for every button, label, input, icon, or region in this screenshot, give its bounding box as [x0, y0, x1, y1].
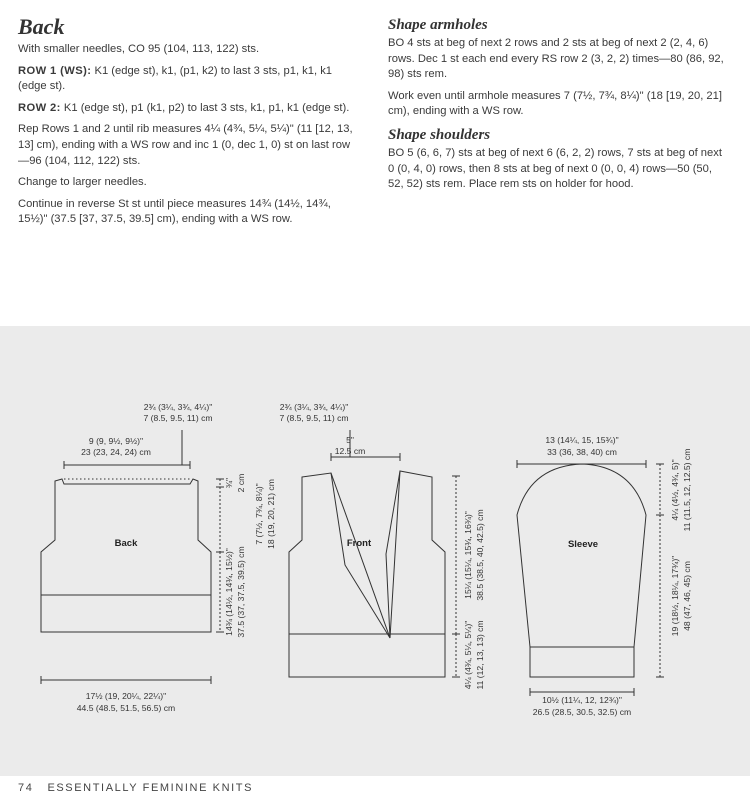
- sleeve-top-in: 13 (14¼, 15, 15¾)": [545, 435, 619, 445]
- shaping-instructions: [388, 14, 728, 199]
- back-width-in: 17½ (19, 20¼, 22¼)": [85, 691, 167, 701]
- shoulders-paragraph: BO 5 (6, 6, 7) sts at beg of next 6 (6, 2, 2) rows, 7 sts at beg of next 0 (0, 4, 0) rows, then 8 sts at beg of next 0 (0, 0, 4) rows—50 (50, 52, 52) sts rem. Place rem sts on holder for hood.: [388, 146, 722, 191]
- row1-label: ROW 1 (WS):: [18, 64, 92, 77]
- front-shoulder-in: 2¾ (3¼, 3¾, 4¼)": [279, 402, 349, 412]
- sleeve-outline: [517, 464, 646, 677]
- armholes-heading: Shape armholes: [388, 17, 488, 33]
- back-armhole-in: 7 (7½, 7¾, 8¼)": [254, 483, 264, 545]
- front-neck-in: 5": [346, 435, 354, 445]
- back-slope-in: ¾": [224, 477, 234, 489]
- continue-paragraph: Continue in reverse St st until piece measures 14¾ (14½, 14¾, 15½)" (37.5 [37, 37.5, 39.5] cm), ending with a WS row.: [18, 197, 331, 226]
- back-body-in: 14¾ (14½, 14¾, 15½)": [224, 548, 234, 636]
- back-body-cm: 37.5 (37, 37.5, 39.5) cm: [236, 546, 246, 638]
- sleeve-cuff-cm: 26.5 (28.5, 30.5, 32.5) cm: [532, 707, 632, 717]
- back-heading: Back: [18, 14, 65, 39]
- cast-on-paragraph: With smaller needles, CO 95 (104, 113, 122) sts.: [18, 43, 260, 55]
- front-upper-cm: 38.5 (38.5, 40, 42.5) cm: [475, 509, 485, 601]
- row1-text: K1 (edge st), k1, (p1, k2) to last 3 sts, p1, k1, k1 (edge st).: [18, 64, 333, 93]
- needles-paragraph: Change to larger needles.: [18, 176, 147, 189]
- front-upper-in: 15¼ (15¼, 15¾, 16¾)": [463, 511, 473, 599]
- front-outline: [289, 471, 445, 677]
- schematic-drawing: [0, 326, 750, 776]
- front-rib-cm: 11 (12, 13, 13) cm: [475, 620, 485, 690]
- row2-label: ROW 2:: [18, 101, 61, 114]
- front-neck-cm: 12.5 cm: [334, 446, 366, 456]
- armholes-paragraph-1: BO 4 sts at beg of next 2 rows and 2 sts at beg of next 2 (2, 4, 6) rows. Dec 1 st each end every RS row 2 (3, 2, 2) times—80 (86, 92, 98) sts rem.: [388, 37, 724, 81]
- front-label: Front: [346, 538, 372, 549]
- row1-paragraph: [18, 64, 358, 95]
- sleeve-cap-in: 4¼ (4½, 4¾, 5)": [670, 459, 680, 521]
- page-footer: [18, 782, 267, 794]
- armholes-paragraph-2: Work even until armhole measures 7 (7½, 7¾, 8¼)" (18 [19, 20, 21] cm), ending with a WS row.: [388, 89, 722, 118]
- sleeve-cuff-in: 10½ (11¼, 12, 12¾)": [542, 695, 622, 705]
- front-rib-in: 4¼ (4¾, 5¼, 5¼)": [463, 620, 473, 690]
- sleeve-length-cm: 48 (47, 46, 45) cm: [682, 561, 692, 631]
- rib-paragraph: Rep Rows 1 and 2 until rib measures 4¼ (4¾, 5¼, 5¼)" (11 [12, 13, 13] cm), ending with a WS row and inc 1 (0, dec 1, 0) st on last row—96 (104, 112, 122) sts.: [18, 123, 353, 167]
- back-shoulder-cm: 7 (8.5, 9.5, 11) cm: [143, 413, 213, 423]
- back-neck-in: 9 (9, 9½, 9½)": [88, 436, 144, 446]
- book-title: ESSENTIALLY FEMININE KNITS: [47, 782, 254, 794]
- back-width-cm: 44.5 (48.5, 51.5, 56.5) cm: [76, 703, 176, 713]
- shoulders-heading: Shape shoulders: [388, 126, 491, 143]
- sleeve-label: Sleeve: [567, 539, 599, 550]
- row2-paragraph: [18, 101, 358, 117]
- row2-text: K1 (edge st), p1 (k1, p2) to last 3 sts, k1, p1, k1 (edge st).: [60, 101, 350, 114]
- sleeve-top-cm: 33 (36, 38, 40) cm: [547, 447, 617, 457]
- back-shoulder-in: 2¾ (3¼, 3¾, 4¼)": [143, 402, 213, 412]
- back-armhole-cm: 18 (19, 20, 21) cm: [266, 479, 276, 549]
- sleeve-length-in: 19 (18½, 18¼, 17¾)": [670, 555, 680, 637]
- back-slope-cm: 2 cm: [236, 473, 246, 493]
- back-outline: [41, 479, 211, 632]
- back-neck-cm: 23 (23, 24, 24) cm: [81, 447, 151, 457]
- front-shoulder-cm: 7 (8.5, 9.5, 11) cm: [279, 413, 349, 423]
- front-lapel-right: [386, 471, 400, 638]
- back-label: Back: [114, 538, 138, 549]
- page-number: 74: [18, 782, 34, 794]
- schematic-panel: [0, 326, 750, 776]
- back-instructions: [18, 14, 358, 234]
- sleeve-cap-cm: 11 (11.5, 12, 12.5) cm: [682, 448, 692, 532]
